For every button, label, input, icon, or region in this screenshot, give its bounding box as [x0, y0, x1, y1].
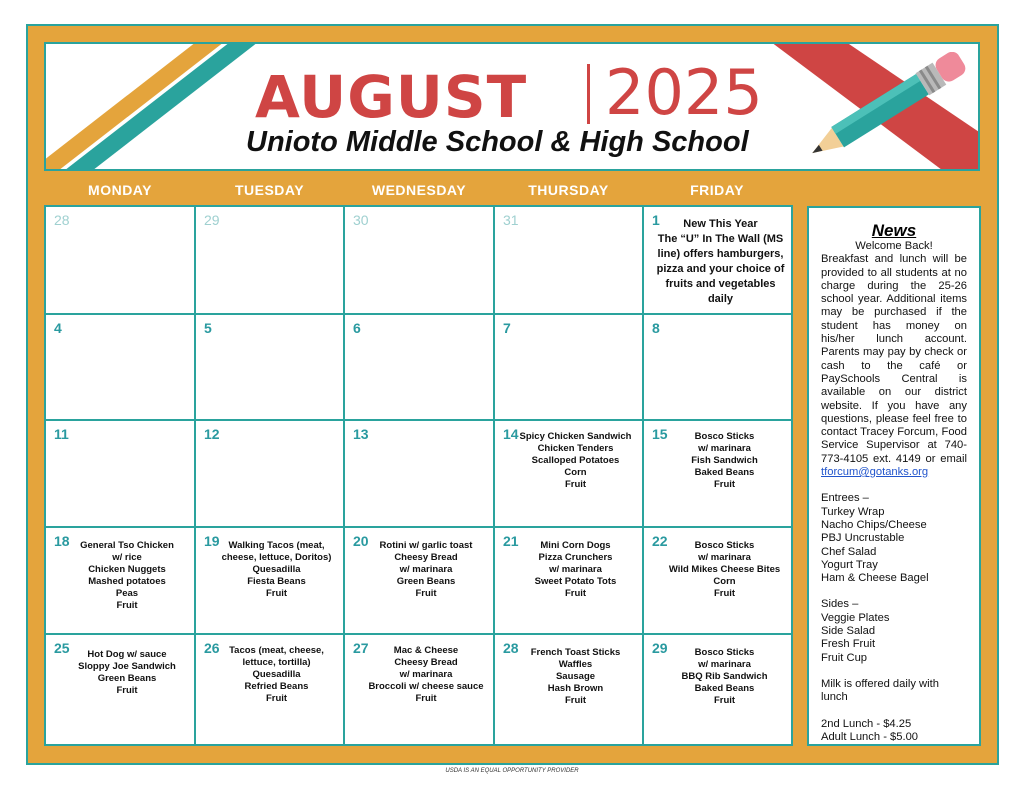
weekday-friday: FRIDAY [690, 182, 744, 198]
day-number: 19 [204, 533, 220, 549]
day-number: 4 [54, 320, 62, 336]
day-cell [644, 635, 791, 745]
news-title: News [871, 221, 917, 240]
day-number: 27 [353, 640, 369, 656]
day-cell [644, 315, 791, 421]
day-menu: Bosco Sticks w/ marinara Wild Mikes Cheese Bites Corn Fruit [668, 540, 781, 599]
entree-item: PBJ Uncrustable [821, 532, 905, 545]
day-number: 13 [353, 426, 369, 442]
day-cell [495, 421, 644, 528]
year-title: 2025 [605, 56, 763, 129]
news-email-link[interactable]: tforcum@gotanks.org [821, 466, 929, 479]
day-menu: General Tso Chicken w/ rice Chicken Nuggets Mashed potatoes Peas Fruit [80, 540, 174, 611]
day-number: 30 [353, 212, 369, 228]
day-number: 31 [503, 212, 519, 228]
weekday-tuesday: TUESDAY [234, 182, 305, 198]
day-number: 29 [652, 640, 668, 656]
day-menu: Bosco Sticks w/ marinara BBQ Rib Sandwich Baked Beans Fruit [681, 647, 768, 706]
day-cell [46, 315, 196, 421]
day-number: 1 [652, 212, 660, 228]
day-menu: Rotini w/ garlic toast Cheesy Bread w/ marinara Green Beans Fruit [379, 540, 473, 599]
day-cell [495, 315, 644, 421]
day-cell [644, 207, 791, 315]
day-cell [46, 207, 196, 315]
day-menu: Bosco Sticks w/ marinara Fish Sandwich Baked Beans Fruit [691, 431, 758, 490]
day-cell [196, 421, 345, 528]
entree-item: Chef Salad [821, 545, 877, 558]
day-cell [196, 635, 345, 745]
day-menu: Spicy Chicken Sandwich Chicken Tenders Scalloped Potatoes Corn Fruit [519, 431, 632, 490]
school-name: Unioto Middle School & High School [246, 126, 749, 158]
day-menu: Hot Dog w/ sauce Sloppy Joe Sandwich Green Beans Fruit [78, 649, 176, 696]
sides-title: Sides – [821, 598, 859, 611]
day-number: 8 [652, 320, 660, 336]
day-cell [46, 421, 196, 528]
news-welcome: Welcome Back! [855, 240, 933, 252]
day-number: 29 [204, 212, 220, 228]
calendar-grid [44, 205, 793, 746]
day-cell [495, 635, 644, 745]
day-number: 22 [652, 533, 668, 549]
weekday-monday: MONDAY [88, 182, 152, 198]
day-cell [46, 528, 196, 635]
adult-lunch-price: Adult Lunch - $5.00 [821, 730, 919, 743]
day-cell [345, 421, 495, 528]
entree-item: Turkey Wrap [821, 505, 885, 518]
entree-item: Nacho Chips/Cheese [821, 518, 927, 531]
entrees-title: Entrees – [821, 492, 869, 505]
day-number: 20 [353, 533, 369, 549]
entrees-list [821, 506, 967, 586]
side-item: Fruit Cup [821, 651, 868, 664]
day-number: 25 [54, 640, 70, 656]
day-menu: New This Year The “U” In The Wall (MS line) offers hamburgers, pizza and your choice of fruits and vegetables daily [656, 218, 785, 305]
day-number: 18 [54, 533, 70, 549]
day-cell [196, 528, 345, 635]
pencil-icon [781, 52, 980, 162]
news-panel [807, 206, 981, 746]
day-cell [46, 635, 196, 745]
title-separator [587, 64, 591, 124]
side-item: Veggie Plates [821, 611, 890, 624]
weekday-wednesday: WEDNESDAY [371, 182, 467, 198]
day-cell [495, 528, 644, 635]
day-number: 26 [204, 640, 220, 656]
footer-note: USDA IS AN EQUAL OPPORTUNITY PROVIDER [445, 768, 579, 774]
day-cell [196, 315, 345, 421]
day-menu: Mac & Cheese Cheesy Bread w/ marinara Broccoli w/ cheese sauce Fruit [368, 645, 484, 704]
day-number: 5 [204, 320, 212, 336]
month-title: AUGUST [255, 63, 528, 131]
day-cell [196, 207, 345, 315]
day-menu: French Toast Sticks Waffles Sausage Hash Brown Fruit [530, 647, 621, 706]
day-number: 11 [54, 426, 69, 442]
day-menu: Walking Tacos (meat, cheese, lettuce, Doritos) Quesadilla Fiesta Beans Fruit [221, 540, 332, 599]
day-number: 12 [204, 426, 220, 442]
day-number: 6 [353, 320, 361, 336]
weekday-thursday: THURSDAY [528, 182, 609, 198]
news-body-text: Breakfast and lunch will be provided to all students at no charge during the 25-26 school year. Additional items may be purchased if the student has money on his/her lunch account. Parents may pay by check or cash to the café or PaySchools Central is available on our district website. If you have any questions, please feel free to contact Tracey Forcum, Food Service Supervisor at 740-773-4105 ext. 4149 or email tforcum@gotanks.org [821, 253, 967, 479]
day-number: 7 [503, 320, 511, 336]
milk-note: Milk is offered daily with lunch [821, 677, 939, 704]
day-menu: Tacos (meat, cheese, lettuce, tortilla) Quesadilla Refried Beans Fruit [229, 645, 324, 704]
side-item: Fresh Fruit [821, 638, 876, 651]
day-cell [644, 528, 791, 635]
day-cell [495, 207, 644, 315]
side-item: Side Salad [821, 625, 876, 638]
day-cell [345, 207, 495, 315]
day-cell [345, 528, 495, 635]
day-number: 15 [652, 426, 668, 442]
day-number: 14 [503, 426, 519, 442]
day-number: 21 [503, 533, 519, 549]
day-cell [345, 315, 495, 421]
sides-list [821, 612, 967, 665]
entree-item: Yogurt Tray [821, 558, 878, 571]
day-cell [345, 635, 495, 745]
day-number: 28 [54, 212, 70, 228]
day-number: 28 [503, 640, 519, 656]
day-cell [644, 421, 791, 528]
day-menu: Mini Corn Dogs Pizza Crunchers w/ marinara Sweet Potato Tots Fruit [534, 540, 617, 599]
second-lunch-price: 2nd Lunch - $4.25 [821, 717, 912, 730]
entree-item: Ham & Cheese Bagel [821, 572, 929, 585]
